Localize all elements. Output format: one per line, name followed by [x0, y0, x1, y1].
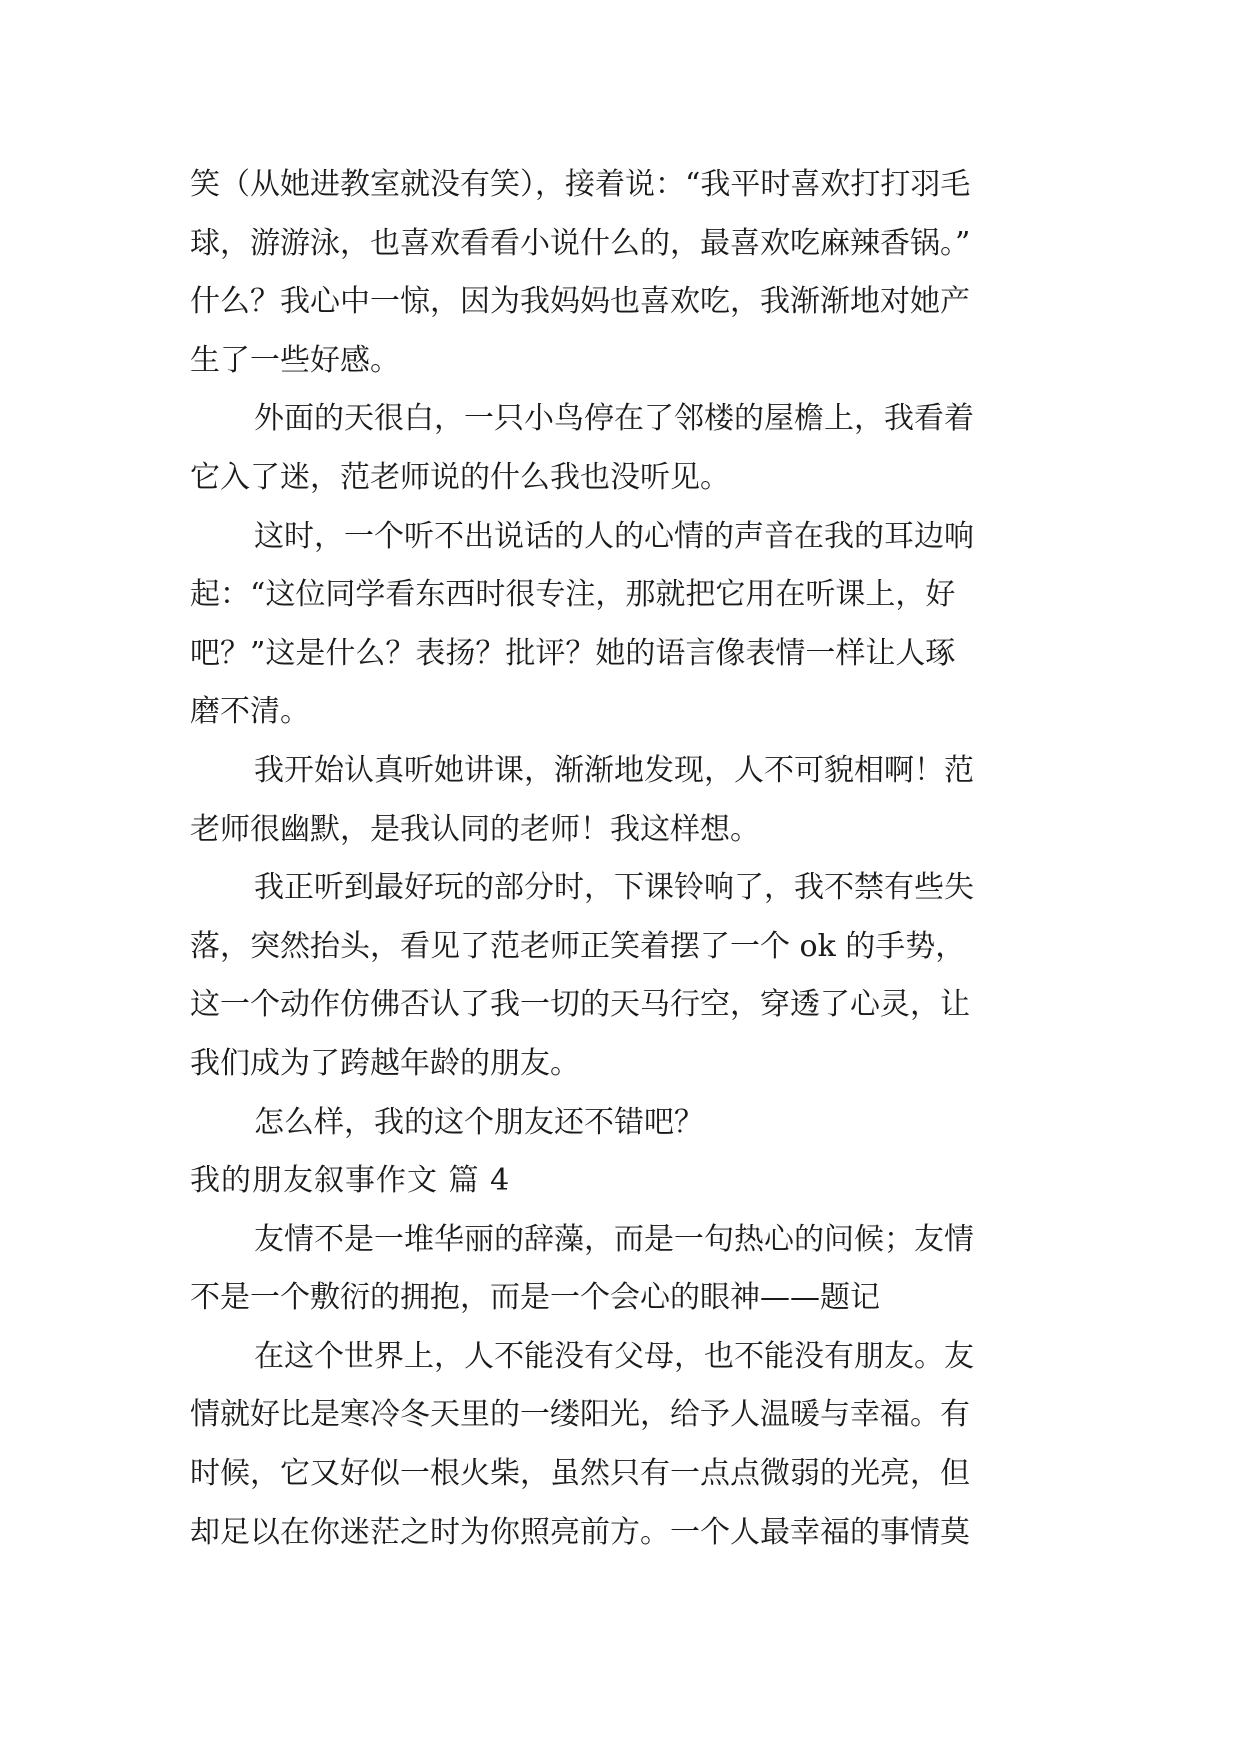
text-line: 老师很幽默，是我认同的老师！我这样想。 [190, 811, 760, 847]
text-line: 落，突然抬头，看见了范老师正笑着摆了一个 ok 的手势， [190, 928, 966, 964]
paragraph-first-line: 外面的天很白，一只小鸟停在了邻楼的屋檐上，我看着 [254, 401, 974, 437]
text-line: 什么？我心中一惊，因为我妈妈也喜欢吃，我渐渐地对她产 [190, 284, 970, 320]
paragraph-first-line: 在这个世界上，人不能没有父母，也不能没有朋友。友 [254, 1338, 974, 1374]
section-heading: 我的朋友叙事作文 篇 4 [190, 1163, 511, 1199]
paragraph-first-line: 我开始认真听她讲课，渐渐地发现，人不可貌相啊！范 [254, 752, 974, 788]
text-line: 磨不清。 [190, 694, 310, 730]
text-line: 却足以在你迷茫之时为你照亮前方。一个人最幸福的事情莫 [190, 1514, 970, 1550]
document-body [190, 156, 1050, 1562]
text-line: 时候，它又好似一根火柴，虽然只有一点点微弱的光亮，但 [190, 1456, 970, 1492]
paragraph-first-line: 这时，一个听不出说话的人的心情的声音在我的耳边响 [254, 518, 974, 554]
text-line: 这一个动作仿佛否认了我一切的天马行空，穿透了心灵，让 [190, 987, 970, 1023]
text-line: 笑（从她进教室就没有笑），接着说：“我平时喜欢打打羽毛 [190, 167, 971, 202]
text-line: 不是一个敷衍的拥抱，而是一个会心的眼神——题记 [190, 1280, 880, 1316]
text-line: 吧？”这是什么？表扬？批评？她的语言像表情一样让人琢 [190, 635, 956, 671]
paragraph-first-line: 友情不是一堆华丽的辞藻，而是一句热心的问候；友情 [254, 1221, 974, 1257]
paragraph-first-line: 我正听到最好玩的部分时，下课铃响了，我不禁有些失 [254, 870, 974, 906]
text-line: 球，游游泳，也喜欢看看小说什么的，最喜欢吃麻辣香锅。” [190, 225, 971, 261]
text-line: 起：“这位同学看东西时很专注，那就把它用在听课上，好 [190, 577, 956, 613]
paragraph-first-line: 怎么样，我的这个朋友还不错吧？ [254, 1104, 704, 1140]
text-line: 我们成为了跨越年龄的朋友。 [190, 1045, 580, 1081]
text-line: 它入了迷，范老师说的什么我也没听见。 [190, 459, 730, 495]
text-line: 生了一些好感。 [190, 342, 400, 378]
text-line: 情就好比是寒冷冬天里的一缕阳光，给予人温暖与幸福。有 [190, 1397, 970, 1433]
